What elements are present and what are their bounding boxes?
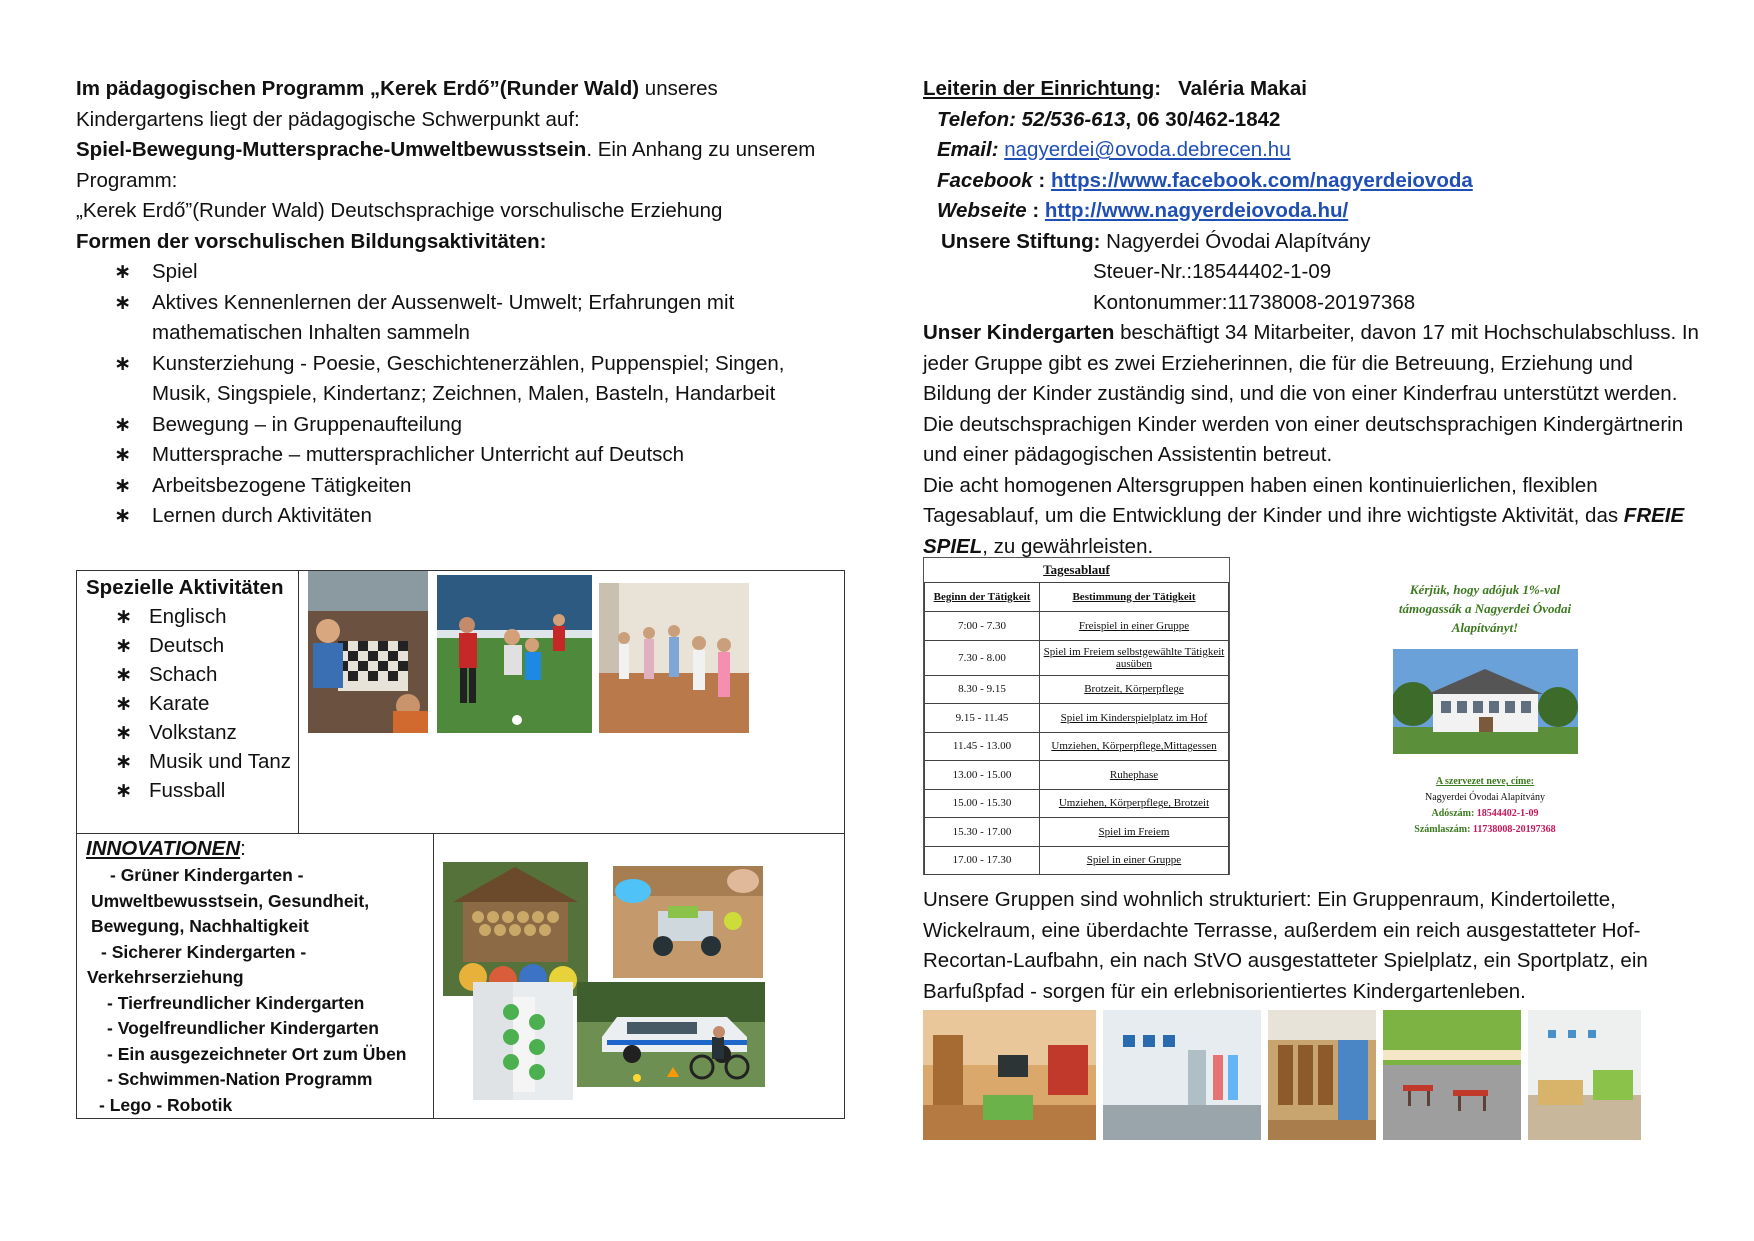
- special-activities-title: Spezielle Aktivitäten: [86, 576, 284, 599]
- web-sep: :: [1026, 199, 1040, 222]
- flyer-tax-line: [1380, 806, 1590, 822]
- list-item: ∗ Lernen durch Aktivitäten: [114, 501, 846, 532]
- list-item: ∗ Muttersprache – muttersprachlicher Unterricht auf Deutsch: [114, 440, 846, 471]
- schedule-col-header: Beginn der Tätigkeit: [925, 583, 1040, 612]
- list-item: Verkehrserziehung: [87, 967, 244, 987]
- flyer-org-name: Nagyerdei Óvodai Alapítvány: [1425, 792, 1545, 803]
- kindergarten-building-photo: [1393, 649, 1578, 754]
- schedule-activity: Spiel im Freiem selbstgewählte Tätigkeit ausüben: [1040, 640, 1229, 675]
- list-item: ∗ Fussball: [115, 776, 298, 805]
- email-line: [923, 135, 1703, 166]
- list-item: ∗ Aktives Kennenlernen der Aussenwelt- Umwelt; Erfahrungen mit mathematischen Inhalten sammeln: [114, 288, 846, 349]
- schedule-activity: Brotzeit, Körperpflege: [1040, 675, 1229, 704]
- football-photo: [437, 575, 592, 733]
- chess-photo: [308, 571, 428, 733]
- schedule-activity: Umziehen, Körperpflege, Brotzeit: [1040, 789, 1229, 818]
- schedule-time: 9.15 - 11.45: [925, 704, 1040, 733]
- flyer-org-label: A szervezet neve, címe:: [1435, 776, 1535, 787]
- innovations-title: INNOVATIONEN: [86, 837, 241, 860]
- groups-paragraph: [923, 471, 1703, 563]
- website-link[interactable]: http://www.nagyerdeiovoda.hu/: [1044, 199, 1349, 222]
- table-row: [925, 818, 1229, 847]
- schedule-title: Tagesablauf: [1043, 562, 1110, 577]
- focus-paragraph: [76, 135, 846, 196]
- schedule-time: 7.30 - 8.00: [925, 640, 1040, 675]
- facebook-link[interactable]: https://www.facebook.com/nagyerdeiovoda: [1050, 168, 1473, 192]
- schedule-time: 13.00 - 15.00: [925, 761, 1040, 790]
- innovations-table: [76, 833, 845, 1119]
- facebook-line: [923, 166, 1703, 197]
- foundation-label: Unsere Stiftung:: [941, 229, 1101, 253]
- schedule-col-header: Bestimmung der Tätigkeit: [1040, 583, 1229, 612]
- list-item: ∗ Musik und Tanz: [115, 747, 298, 776]
- forms-heading: [76, 227, 846, 258]
- staff-paragraph: [923, 318, 1703, 471]
- phone-main: Telefon: 52/536-613: [937, 107, 1126, 131]
- schedule-grid: [924, 582, 1229, 875]
- daily-schedule-table: [923, 557, 1230, 875]
- list-item: ∗ Englisch: [115, 602, 298, 631]
- schedule-time: 17.00 - 17.30: [925, 846, 1040, 875]
- list-item: - Schwimmen-Nation Programm: [107, 1069, 373, 1089]
- list-item: ∗ Bewegung – in Gruppenaufteilung: [114, 410, 846, 441]
- phone-rest: , 06 30/462-1842: [1125, 107, 1281, 131]
- leader-name: Valéria Makai: [1178, 77, 1307, 100]
- flyer-account-line: [1380, 822, 1590, 838]
- list-item: ∗ Arbeitsbezogene Tätigkeiten: [114, 471, 846, 502]
- schedule-time: 11.45 - 13.00: [925, 732, 1040, 761]
- table-row: [925, 846, 1229, 875]
- schedule-time: 15.30 - 17.00: [925, 818, 1040, 847]
- foundation-line: [923, 227, 1703, 258]
- forms-list: [76, 257, 846, 532]
- list-item: ∗ Schach: [115, 660, 298, 689]
- intro-paragraph: [76, 74, 846, 135]
- list-item: - Vogelfreundlicher Kindergarten: [107, 1018, 379, 1038]
- email-label: Email:: [937, 138, 999, 161]
- karate-photo: [599, 583, 749, 733]
- flyer-tax-value: 18544402-1-09: [1476, 808, 1539, 819]
- innovations-list: [77, 863, 433, 1118]
- flyer-account-value: 11738008-20197368: [1472, 824, 1556, 835]
- leader-colon: :: [1154, 77, 1162, 100]
- list-item: - Grüner Kindergarten -: [110, 865, 304, 885]
- focus-bold: Spiel-Bewegung-Muttersprache-Umweltbewusstsein: [76, 138, 587, 161]
- list-item: - Tierfreundlicher Kindergarten: [107, 992, 365, 1013]
- schedule-activity: Spiel in einer Gruppe: [1040, 846, 1229, 875]
- table-row: [925, 789, 1229, 818]
- table-row: [925, 761, 1229, 790]
- table-row: [925, 732, 1229, 761]
- right-column: [923, 74, 1703, 562]
- table-row: [925, 675, 1229, 704]
- schedule-activity: Ruhephase: [1040, 761, 1229, 790]
- list-item: ∗ Volkstanz: [115, 718, 298, 747]
- schedule-activity: Spiel im Kinderspielplatz im Hof: [1040, 704, 1229, 733]
- list-item: Umweltbewusstsein, Gesundheit,: [91, 890, 370, 911]
- list-item: - Lego - Robotik: [99, 1094, 233, 1115]
- list-item: ∗ Spiel: [114, 257, 846, 288]
- leader-label: Leiterin der Einrichtung: [923, 77, 1155, 100]
- groups-end: , zu gewährleisten.: [982, 534, 1154, 558]
- groups-text: Die acht homogenen Altersgruppen haben einen kontinuierlichen, flexiblen Tagesablauf, um die Entwicklung der Kinder und ihre wichtigste Aktivität, das: [923, 473, 1624, 527]
- list-item: Bewegung, Nachhaltigkeit: [91, 916, 309, 936]
- website-line: [923, 196, 1703, 227]
- annex-line: „Kerek Erdő”(Runder Wald) Deutschsprachige vorschulische Erziehung: [76, 199, 723, 222]
- list-item: - Sicherer Kindergarten -: [101, 941, 307, 962]
- email-link[interactable]: nagyerdei@ovoda.debrecen.hu: [1004, 138, 1291, 161]
- flyer-headline: Kérjük, hogy adójuk 1%-val támogassák a Nagyerdei Óvodai Alapítványt!: [1398, 582, 1572, 635]
- flyer-account-label: Számlaszám:: [1414, 824, 1473, 835]
- table-row: [925, 704, 1229, 733]
- schedule-activity: Umziehen, Körperpflege,Mittagessen: [1040, 732, 1229, 761]
- focus-rest: . Ein Anhang zu unserem Programm:: [76, 138, 816, 192]
- innovations-heading: [77, 834, 433, 863]
- flyer-tax-label: Adószám:: [1431, 808, 1477, 819]
- innovations-cell: [77, 834, 434, 1118]
- intro-rest: unseres Kindergartens liegt der pädagogische Schwerpunkt auf:: [76, 77, 718, 131]
- tax-donation-flyer: [1380, 580, 1590, 860]
- intro-bold: Im pädagogischen Programm „Kerek Erdő”(Runder Wald): [76, 77, 640, 100]
- foundation-name: Nagyerdei Óvodai Alapítvány: [1100, 229, 1371, 253]
- robotics-photo: [613, 866, 763, 978]
- special-activities-table: [76, 570, 845, 834]
- leader-line: [923, 74, 1703, 105]
- terrace-photo: [1383, 1010, 1521, 1140]
- facebook-sep: :: [1032, 168, 1046, 192]
- schedule-activity: Spiel im Freiem: [1040, 818, 1229, 847]
- table-row: [925, 612, 1229, 641]
- wardrobe-photo: [1268, 1010, 1376, 1140]
- web-label: Webseite: [937, 199, 1027, 222]
- list-item: ∗ Deutsch: [115, 631, 298, 660]
- left-column: [76, 74, 846, 532]
- list-item: - Ein ausgezeichneter Ort zum Üben: [107, 1043, 407, 1064]
- free-play: FREIE SPIEL: [923, 504, 1685, 558]
- account-number: Kontonummer:11738008-20197368: [1093, 290, 1416, 314]
- tax-number: Steuer-Nr.:18544402-1-09: [1093, 260, 1332, 283]
- innovations-colon: :: [240, 837, 246, 860]
- phone-line: [923, 105, 1703, 136]
- schedule-time: 15.00 - 15.30: [925, 789, 1040, 818]
- forms-title: Formen der vorschulischen Bildungsaktivitäten: [76, 229, 540, 253]
- special-activities-list: [77, 602, 298, 805]
- traffic-education-photo: [577, 982, 765, 1087]
- schedule-time: 8.30 - 9.15: [925, 675, 1040, 704]
- table-row: [925, 640, 1229, 675]
- staff-text: beschäftigt 34 Mitarbeiter, davon 17 mit Hochschulabschluss. In jeder Gruppe gibt es zwei Erzieherinnen, die für die Betreuung, Erziehung und Bildung der Kinder zuständig sind, und die von einer Kinderfrau unterstützt werden. Die deutschsprachigen Kinder werden von einer deutschsprachigen Kindergärtnerin und einer pädagogischen Assistentin betreut.: [923, 321, 1699, 466]
- insect-hotel-photo: [443, 862, 588, 996]
- rooms-paragraph: Unsere Gruppen sind wohnlich strukturiert: Ein Gruppenraum, Kindertoilette, Wickelraum, eine überdachte Terrasse, außerdem ein reich ausgestatteter Hof- Recortan-Laufbahn, ein nach StVO ausgestatteter Spielplatz, ein Sportplatz, ein Barfußpfad - sorgen für ein erlebnisorientiertes Kindergartenleben.: [923, 888, 1648, 1003]
- staff-bold: Unser Kindergarten: [923, 321, 1115, 344]
- list-item: ∗ Kunsterziehung - Poesie, Geschichtenerzählen, Puppenspiel; Singen, Musik, Singspiele, Kindertanz; Zeichnen, Malen, Basteln, Handarbeit: [114, 349, 846, 410]
- group-room-photo: [923, 1010, 1096, 1140]
- plant-tower-photo: [473, 982, 573, 1100]
- special-activities-cell: [77, 571, 299, 833]
- playroom-photo: [1528, 1010, 1641, 1140]
- schedule-time: 7:00 - 7.30: [925, 612, 1040, 641]
- washroom-photo: [1103, 1010, 1261, 1140]
- facebook-label: Facebook: [937, 168, 1033, 192]
- list-item: ∗ Karate: [115, 689, 298, 718]
- schedule-activity: Freispiel in einer Gruppe: [1040, 612, 1229, 641]
- forms-colon: :: [539, 229, 547, 253]
